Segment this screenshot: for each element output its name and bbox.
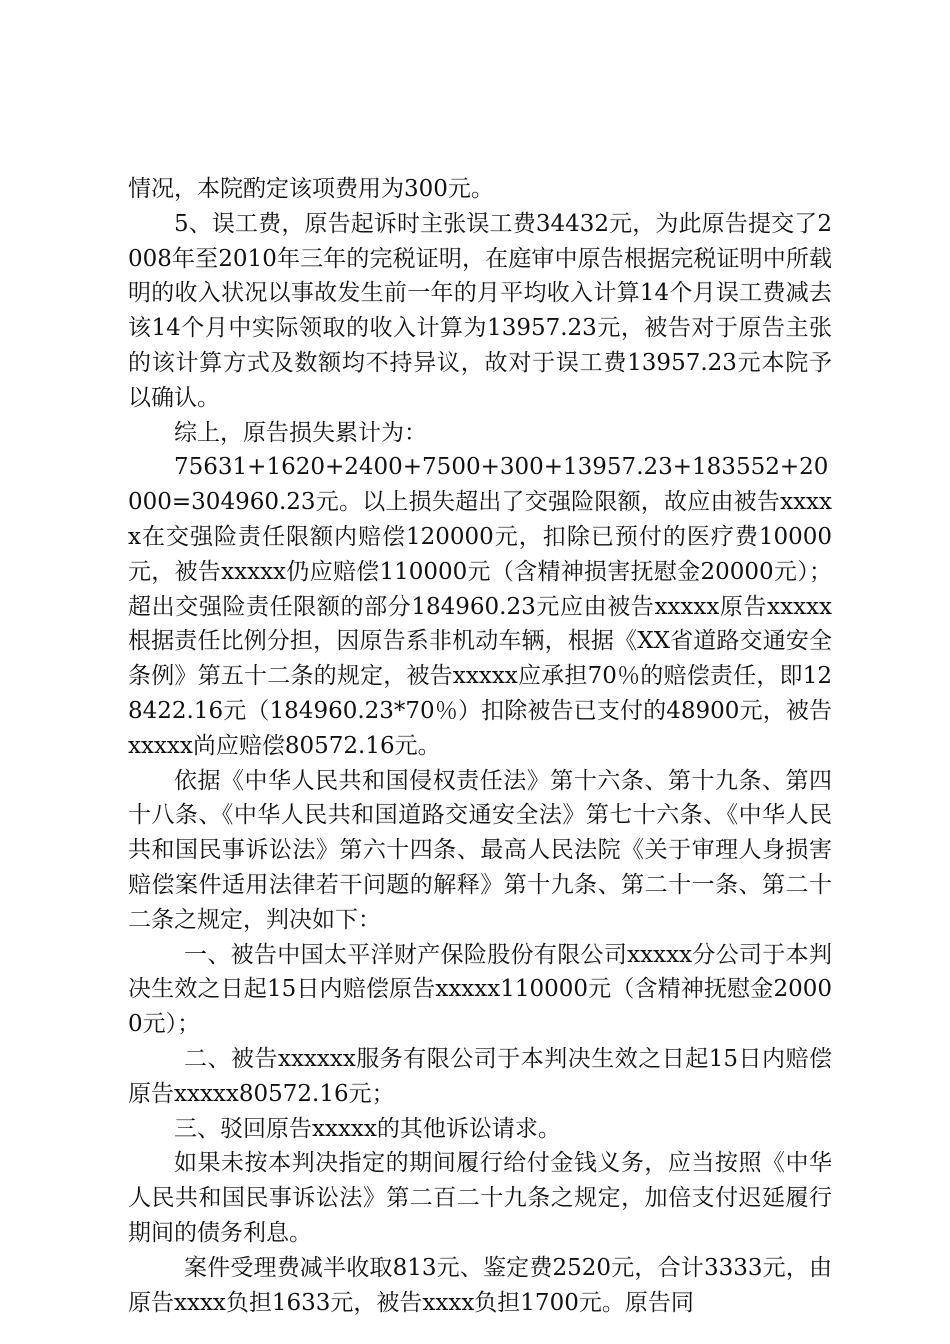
paragraph-loss-calculation: 75631+1620+2400+7500+300+13957.23+183552+20000=304960.23元。以上损失超出了交强险限额，故应由被告xxxxx在交强险责任限额内赔偿120000元，扣除已预付的医疗费10000元，被告xxxxx仍应赔偿110000元（含精神损害抚慰金20000元）；超出交强险责任限额的部分184960.23元应由被告xxxxx原告xxxxx根据责任比例分担，因原告系非机动车辆，根据《XX省道路交通安全条例》第五十二条的规定，被告xxxxx应承担70％的赔偿责任，即128422.16元（184960.23*70％）扣除被告已支付的48900元，被告xxxxx尚应赔偿80572.16元。 (128, 454, 832, 759)
paragraph-continuation: 情况，本院酌定该项费用为300元。 (128, 176, 494, 202)
paragraph-ruling-2: 二、被告xxxxxx服务有限公司于本判决生效之日起15日内赔偿原告xxxxx80572.16元； (128, 1045, 832, 1107)
judgment-text (128, 172, 832, 1320)
paragraph-legal-basis: 依据《中华人民共和国侵权责任法》第十六条、第十九条、第四十八条、《中华人民共和国道路交通安全法》第七十六条、《中华人民共和国民事诉讼法》第六十四条、最高人民法院《关于审理人身损害赔偿案件适用法律若干问题的解释》第十九条、第二十一条、第二十二条之规定，判决如下： (128, 767, 832, 933)
paragraph-summary-heading: 综上，原告损失累计为： (174, 419, 427, 446)
paragraph-ruling-3: 三、驳回原告xxxxx的其他诉讼请求。 (174, 1115, 561, 1142)
paragraph-ruling-1: 一、被告中国太平洋财产保险股份有限公司xxxxx分公司于本判决生效之日起15日内赔偿原告xxxxx110000元（含精神抚慰金20000元）； (128, 941, 832, 1038)
paragraph-enforcement: 如果未按本判决指定的期间履行给付金钱义务，应当按照《中华人民共和国民事诉讼法》第二百二十九条之规定，加倍支付迟延履行期间的债务利息。 (128, 1150, 832, 1246)
paragraph-court-fees: 案件受理费减半收取813元、鉴定费2520元，合计3333元，由原告xxxx负担1633元，被告xxxx负担1700元。原告同 (128, 1254, 832, 1316)
paragraph-lost-wages: 5、误工费，原告起诉时主张误工费34432元，为此原告提交了2008年至2010年三年的完税证明，在庭审中原告根据完税证明中所载明的收入状况以事故发生前一年的月平均收入计算14个月误工费减去该14个月中实际领取的收入计算为13957.23元，被告对于原告主张的该计算方式及数额均不持异议，故对于误工费13957.23元本院予以确认。 (128, 210, 832, 411)
